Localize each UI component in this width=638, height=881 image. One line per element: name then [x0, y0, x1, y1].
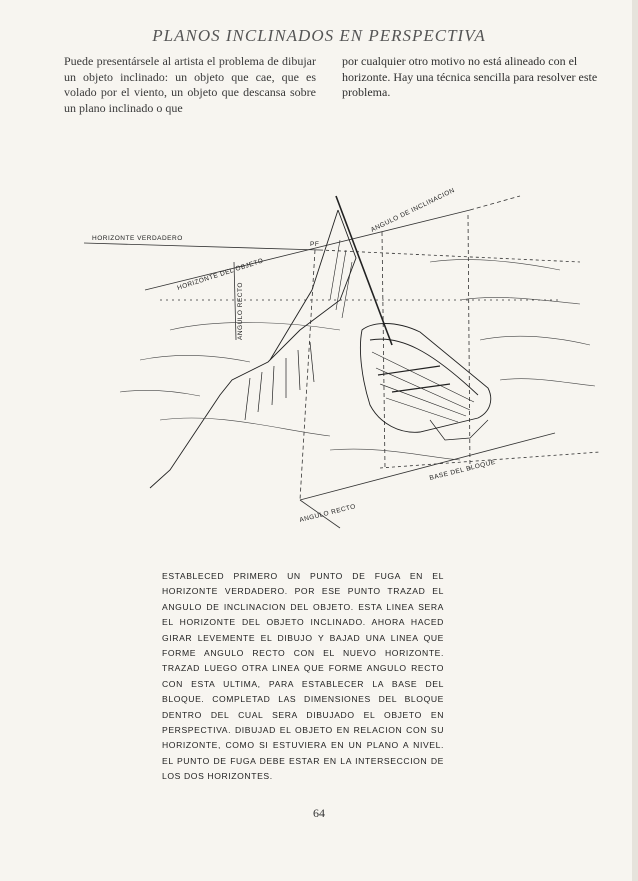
label-vanishing-point: PF [310, 241, 320, 248]
page-title: PLANOS INCLINADOS EN PERSPECTIVA [152, 26, 486, 45]
mast [336, 196, 392, 345]
true-horizon-line [84, 243, 320, 250]
sail-edge [210, 210, 356, 410]
wave-4 [460, 297, 580, 304]
wave-1 [170, 322, 340, 330]
figure-caption: ESTABLECED PRIMERO UN PUNTO DE FUGA EN EL HORIZONTE VERDADERO. POR ESE PUNTO TRAZAD EL ANGULO DE INCLINACION DEL OBJETO. ESTA LINEA SERA EL HORIZONTE DEL OBJETO INCLINADO. AHORA HACED GIRAR LEVEMENTE EL DIBUJO Y BAJAD UNA LINEA QUE FORME ANGULO RECTO CON EL NUEVO HORIZONTE. TRAZAD LUEGO OTRA LINEA QUE FORME ANGULO RECTO CON ESTA ULTIMA, PARA ESTABLECER LA BASE DEL BLOQUE. COMPLETAD LAS DIMENSIONES DEL BLOQUE DENTRO DEL CUAL SERA DIBUJADO EL OBJETO EN PERSPECTIVA. DIBUJAD EL OBJETO EN RELACION CON SU HORIZONTE, COMO SI ESTUVIERA EN UN PLANO A NIVEL. EL PUNTO DE FUGA DEBE ESTAR EN LA INTERSECCION DE LOS DOS HORIZONTES. [162, 571, 444, 782]
ground-sketch [120, 260, 595, 460]
wave-9 [120, 390, 200, 396]
boat-sketch [360, 324, 490, 441]
sail-shading-upper [330, 240, 352, 318]
intro-right-column: por cualquier otro motivo no está alineado con el horizonte. Hay una técnica sencilla para resolver este problema. [342, 54, 598, 99]
label-right-angle-bottom: ANGULO RECTO [298, 503, 357, 524]
label-object-horizon: HORIZONTE DEL OBJETO [176, 257, 265, 292]
sail-sketch [150, 196, 392, 488]
label-block-base: BASE DEL BLOQUE [428, 458, 497, 482]
label-true-horizon: HORIZONTE VERDADERO [92, 235, 183, 242]
boat-seats [378, 366, 450, 392]
wave-2 [140, 356, 250, 362]
wave-8 [500, 379, 595, 386]
block-base-line [300, 433, 555, 500]
intro-left-column: Puede presentársele al artista el problema de dibujar un objeto inclinado: un objeto que cae, que es volado por el viento, un objeto que descansa sobre un plano inclinado o que [64, 54, 316, 115]
inclination-extension [470, 196, 520, 210]
vertical-guide-right [468, 215, 470, 470]
vertical-guide-mid [382, 232, 385, 468]
sail-shading [245, 342, 314, 420]
sail-fold [270, 210, 338, 360]
wave-3 [430, 260, 560, 270]
boat-planks [372, 352, 474, 422]
label-inclination-angle: ANGULO DE INCLINACION [369, 186, 457, 234]
wave-5 [480, 336, 590, 345]
boom-line [150, 410, 210, 488]
wave-7 [330, 449, 460, 460]
boat-hull [360, 324, 490, 433]
page-number: 64 [313, 806, 325, 820]
label-right-angle-vertical: ANGULO RECTO [237, 282, 244, 340]
object-horizon-line [145, 210, 470, 290]
